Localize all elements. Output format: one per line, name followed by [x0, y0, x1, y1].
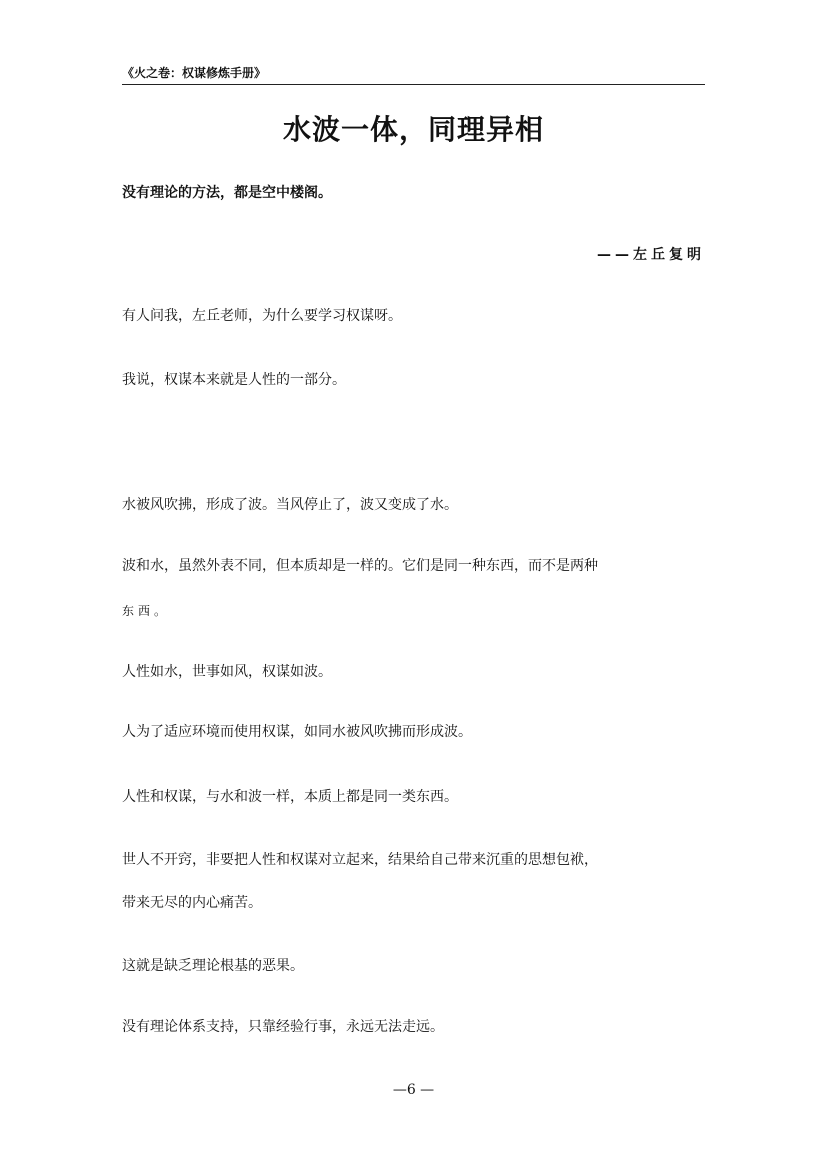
paragraph: 有人问我，左丘老师，为什么要学习权谋呀。: [122, 308, 402, 324]
paragraph: 没有理论体系支持，只靠经验行事，永远无法走远。: [122, 1019, 444, 1035]
page-number: —6 —: [392, 1082, 435, 1098]
chapter-title: 水波一体，同理异相: [282, 113, 544, 146]
paragraph: 波和水，虽然外表不同，但本质却是一样的。它们是同一种东西，而不是两种: [122, 558, 598, 574]
paragraph: 水被风吹拂，形成了波。当风停止了，波又变成了水。: [122, 497, 458, 513]
paragraph: 我说，权谋本来就是人性的一部分。: [122, 372, 346, 388]
paragraph: 人性如水，世事如风，权谋如波。: [122, 664, 332, 680]
paragraph: 东西。: [122, 604, 171, 618]
paragraph: 这就是缺乏理论根基的恶果。: [122, 958, 304, 974]
epigraph-attribution: ——左丘复明: [597, 247, 705, 263]
paragraph: 带来无尽的内心痛苦。: [122, 895, 262, 911]
epigraph-quote: 没有理论的方法，都是空中楼阁。: [122, 185, 332, 201]
running-header: 《火之卷：权谋修炼手册》: [122, 66, 267, 80]
header-divider: [122, 84, 705, 85]
paragraph: 人性和权谋，与水和波一样，本质上都是同一类东西。: [122, 789, 458, 805]
paragraph: 世人不开窍，非要把人性和权谋对立起来，结果给自己带来沉重的思想包袱，: [122, 852, 598, 868]
paragraph: 人为了适应环境而使用权谋，如同水被风吹拂而形成波。: [122, 724, 472, 740]
